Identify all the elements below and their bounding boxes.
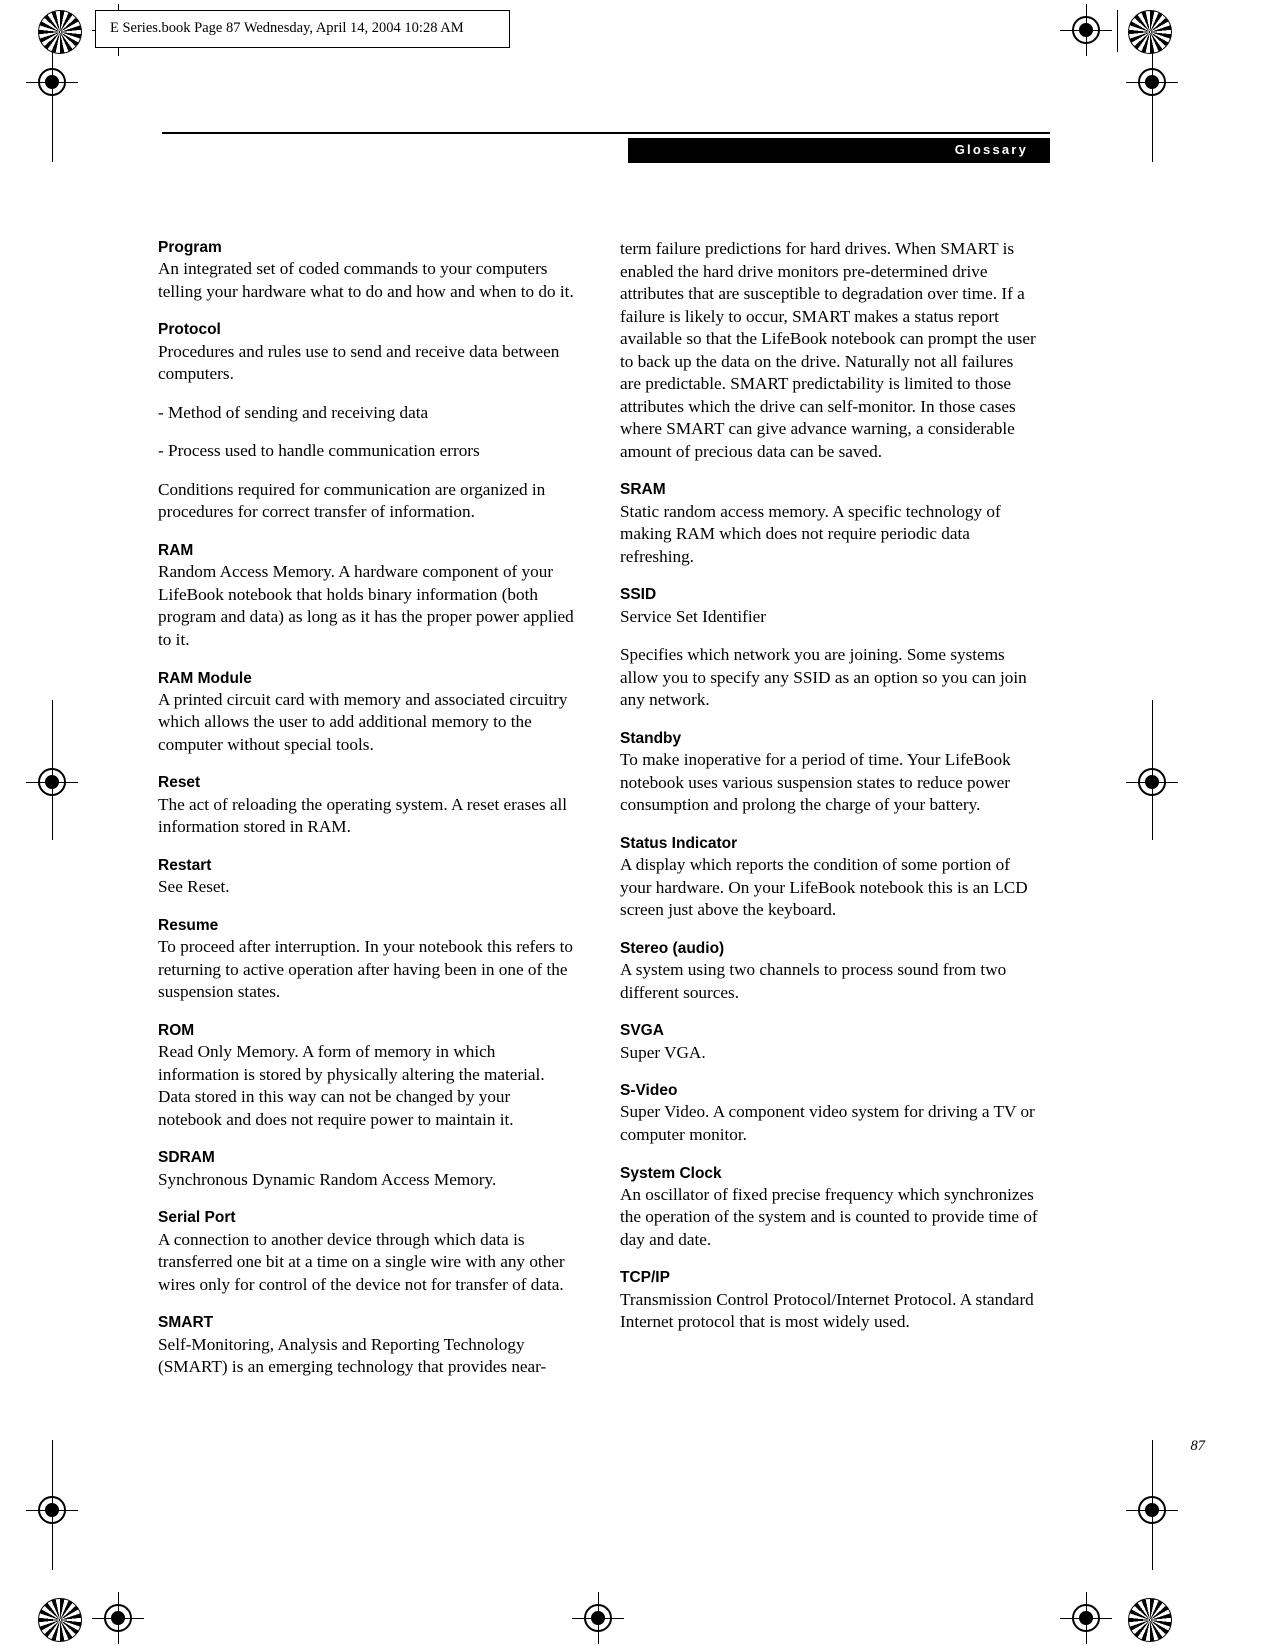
glossary-entry bbox=[620, 1021, 1038, 1064]
registration-rosette-top-left bbox=[38, 10, 82, 54]
glossary-entry bbox=[158, 856, 576, 899]
glossary-term: Protocol bbox=[158, 321, 221, 339]
section-tab bbox=[628, 138, 1050, 163]
glossary-definition: Super VGA. bbox=[620, 1042, 706, 1062]
page-number: 87 bbox=[1190, 1438, 1205, 1454]
glossary-entry bbox=[620, 834, 1038, 922]
glossary-term: Status Indicator bbox=[620, 834, 738, 852]
glossary-term: TCP/IP bbox=[620, 1269, 670, 1287]
glossary-definition: A connection to another device through which data is transferred one bit at a time on a single wire with any other wires only for control of the device not for transfer of data. bbox=[158, 1229, 565, 1294]
glossary-entry bbox=[158, 916, 576, 1004]
glossary-definition: Transmission Control Protocol/Internet Protocol. A standard Internet protocol that is most widely used. bbox=[620, 1289, 1034, 1332]
glossary-definition: Procedures and rules use to send and receive data between computers. bbox=[158, 341, 560, 384]
glossary-term: SDRAM bbox=[158, 1149, 215, 1167]
glossary-term: Standby bbox=[620, 729, 682, 747]
glossary-term: System Clock bbox=[620, 1164, 722, 1182]
glossary-definition: An integrated set of coded commands to your computers telling your hardware what to do and how and when to do it. bbox=[158, 259, 574, 301]
registration-target-bottom-center bbox=[584, 1604, 612, 1632]
glossary-definition: - Method of sending and receiving data bbox=[158, 402, 429, 422]
glossary-entry bbox=[158, 773, 576, 838]
glossary-definition: Specifies which network you are joining. Some systems allow you to specify any SSID as an option so you can join any network. bbox=[620, 645, 1027, 710]
registration-rosette-top-right bbox=[1128, 10, 1172, 54]
glossary-definition: The act of reloading the operating system. A reset erases all information stored in RAM. bbox=[158, 794, 568, 837]
glossary-definition: Service Set Identifier bbox=[620, 606, 767, 626]
glossary-term: RAM bbox=[158, 542, 194, 559]
crop-mark-top-divider bbox=[1117, 10, 1118, 52]
crop-mark-left-bottom bbox=[52, 1440, 53, 1570]
glossary-term: Stereo (audio) bbox=[620, 939, 725, 957]
glossary-entry bbox=[620, 585, 1038, 712]
column-left bbox=[158, 238, 576, 1396]
glossary-entry bbox=[620, 480, 1038, 568]
glossary-entry bbox=[158, 1021, 576, 1132]
crop-mark-left-top bbox=[52, 52, 53, 162]
glossary-definition: Self-Monitoring, Analysis and Reporting Technology (SMART) is an emerging technology that provides near- bbox=[158, 1334, 547, 1377]
glossary-definition: - Process used to handle communication errors bbox=[158, 441, 480, 461]
glossary-definition: See Reset. bbox=[158, 877, 230, 897]
glossary-definition: An oscillator of fixed precise frequency which synchronizes the operation of the system and is counted to provide time of day and date. bbox=[620, 1184, 1038, 1249]
glossary-definition: To proceed after interruption. In your notebook this refers to returning to active operation after having been in one of the suspension states. bbox=[158, 937, 573, 1002]
glossary-entry bbox=[158, 541, 576, 652]
registration-target-bottom-right-inline bbox=[1072, 1604, 1100, 1632]
glossary-entry bbox=[158, 1148, 576, 1191]
crop-mark-left-middle bbox=[52, 700, 53, 840]
header-rule bbox=[162, 132, 1050, 134]
column-right bbox=[620, 238, 1038, 1351]
registration-rosette-bottom-right bbox=[1128, 1598, 1172, 1642]
glossary-definition: A printed circuit card with memory and associated circuitry which allows the user to add additional memory to the computer without special tools. bbox=[158, 689, 568, 754]
glossary-term: Resume bbox=[158, 916, 219, 934]
glossary-definition: Super Video. A component video system for driving a TV or computer monitor. bbox=[620, 1102, 1035, 1144]
glossary-entry bbox=[620, 1164, 1038, 1252]
registration-target-bottom-left-inline bbox=[104, 1604, 132, 1632]
glossary-term: Serial Port bbox=[158, 1209, 236, 1227]
glossary-term: Reset bbox=[158, 774, 201, 792]
glossary-definition: Static random access memory. A specific technology of making RAM which does not require periodic data refreshing. bbox=[620, 501, 1001, 566]
glossary-term: SMART bbox=[158, 1314, 214, 1332]
glossary-entry bbox=[158, 320, 576, 524]
glossary-entry bbox=[620, 1268, 1038, 1333]
glossary-entry bbox=[158, 669, 576, 757]
crop-mark-right-top bbox=[1152, 52, 1153, 162]
glossary-definition: A display which reports the condition of some portion of your hardware. On your LifeBook notebook this is an LCD screen just above the keyboard. bbox=[620, 855, 1028, 920]
glossary-term: RAM Module bbox=[158, 669, 252, 687]
glossary-definition: A system using two channels to process sound from two different sources. bbox=[620, 960, 1007, 1002]
glossary-entry bbox=[620, 1081, 1038, 1146]
crop-mark-right-middle bbox=[1152, 700, 1153, 840]
glossary-entry bbox=[158, 1313, 576, 1378]
registration-target-top-right-inline bbox=[1072, 16, 1100, 44]
glossary-term: S-Video bbox=[620, 1082, 678, 1100]
glossary-definition: Synchronous Dynamic Random Access Memory. bbox=[158, 1169, 497, 1189]
glossary-entry bbox=[620, 238, 1038, 463]
glossary-entry bbox=[620, 939, 1038, 1004]
glossary-definition: Read Only Memory. A form of memory in which information is stored by physically altering the material. Data stored in this way can not be changed by your notebook and does not require power to maintain it. bbox=[158, 1042, 545, 1129]
glossary-entry bbox=[620, 729, 1038, 817]
section-tab-label: Glossary bbox=[954, 142, 1028, 157]
registration-rosette-bottom-left bbox=[38, 1598, 82, 1642]
glossary-term: Program bbox=[158, 239, 222, 256]
glossary-term: SSID bbox=[620, 586, 657, 604]
header-slug-text: E Series.book Page 87 Wednesday, April 14, 2004 10:28 AM bbox=[110, 20, 464, 36]
glossary-term: ROM bbox=[158, 1021, 195, 1039]
glossary-entry bbox=[158, 1208, 576, 1296]
glossary-definition: Conditions required for communication are organized in procedures for correct transfer of information. bbox=[158, 479, 546, 522]
glossary-entry bbox=[158, 238, 576, 303]
crop-mark-right-bottom bbox=[1152, 1440, 1153, 1570]
glossary-definition: term failure predictions for hard drives. When SMART is enabled the hard drive monitors pre-determined drive attributes that are susceptible to degradation over time. If a failure is likely to occur, SMART makes a status report available so that the LifeBook notebook can prompt the user to back up the data on the drive. Naturally not all failures are predictable. SMART predictability is limited to those attributes which the drive can self-monitor. In those cases where SMART can give advance warning, a considerable amount of precious data can be saved. bbox=[620, 239, 1036, 461]
glossary-term: Restart bbox=[158, 856, 212, 874]
glossary-definition: To make inoperative for a period of time. Your LifeBook notebook uses various suspension states to reduce power consumption and prolong the charge of your battery. bbox=[620, 750, 1011, 815]
glossary-definition: Random Access Memory. A hardware component of your LifeBook notebook that holds binary information (both program and data) as long as it has the proper power applied to it. bbox=[158, 562, 574, 649]
glossary-term: SVGA bbox=[620, 1022, 664, 1040]
glossary-term: SRAM bbox=[620, 481, 666, 499]
